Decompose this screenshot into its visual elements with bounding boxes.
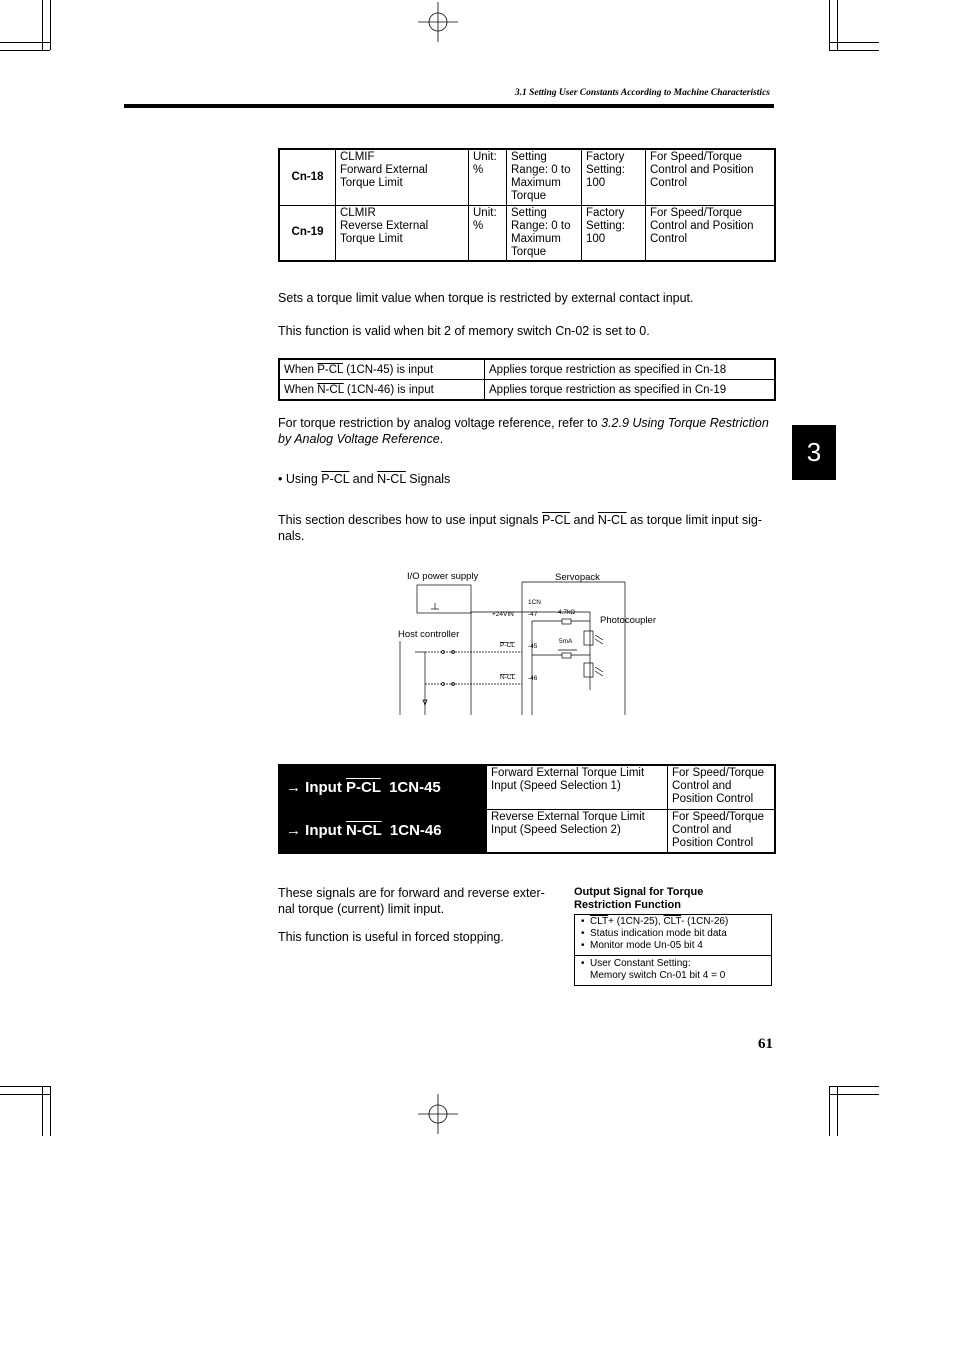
paragraph-torque-limit: Sets a torque limit value when torque is restricted by external contact input. (278, 291, 694, 305)
side-note-box (574, 914, 772, 986)
wiring-diagram (395, 565, 675, 720)
side-note-title: Output Signal for Torque Restriction Function (574, 886, 704, 911)
table-row (279, 765, 775, 809)
signal-description: Reverse External Torque Limit Input (Speed Selection 2) (487, 809, 668, 853)
label-ncl: N-CL (500, 674, 516, 681)
paragraph-forced-stopping: This function is useful in forced stopping. (278, 930, 504, 944)
paragraph-signal-purpose: These signals are for forward and reverse exter- nal torque (current) limit input. (278, 886, 545, 916)
table-row (279, 149, 775, 205)
signal-ncl-heading: → Input N-CL 1CN-46 (279, 809, 487, 853)
signal-control-mode: For Speed/Torque Control and Position Control (668, 809, 776, 853)
param-unit: Unit: % (469, 149, 507, 205)
table-row (279, 380, 775, 401)
condition-table (278, 358, 776, 401)
section-header: 3.1 Setting User Constants According to Machine Characteristics (514, 88, 770, 98)
param-range: Setting Range: 0 to Maximum Torque (507, 205, 582, 261)
param-name: CLMIF Forward External Torque Limit (336, 149, 469, 205)
param-unit: Unit: % (469, 205, 507, 261)
signal-description: Forward External Torque Limit Input (Speed Selection 1) (487, 765, 668, 809)
label-24vin: +24VIN (492, 611, 514, 618)
effect-cell: Applies torque restriction as specified in Cn-19 (485, 380, 776, 401)
page-number: 61 (758, 1036, 773, 1052)
param-control-mode: For Speed/Torque Control and Position Control (646, 205, 776, 261)
label-pin-45: -45 (528, 643, 538, 650)
table-row (279, 205, 775, 261)
label-io-supply: I/O power supply (407, 571, 479, 582)
param-factory-setting: Factory Setting: 100 (582, 205, 646, 261)
label-pin-46: -46 (528, 675, 538, 682)
effect-cell: Applies torque restriction as specified in Cn-18 (485, 359, 776, 380)
list-item: • Monitor mode Un-05 bit 4 (590, 940, 766, 952)
label-pcl: P-CL (500, 642, 515, 649)
side-note-outputs (575, 915, 771, 955)
param-code: Cn-19 (279, 205, 336, 261)
table-row (279, 359, 775, 380)
param-control-mode: For Speed/Torque Control and Position Control (646, 149, 776, 205)
label-pin-47: -47 (528, 611, 538, 618)
registration-mark-icon (418, 1094, 458, 1134)
list-item: • User Constant Setting: Memory switch Cn-01 bit 4 = 0 (590, 958, 766, 982)
list-item: • $\overline{CLT}+ (1CN-25)$, $\overline{CLT}-$ (1CN-26) (590, 916, 766, 928)
signal-pcl-heading: → Input P-CL 1CN-45 (279, 765, 487, 809)
label-host-controller: Host controller (398, 629, 460, 640)
paragraph-valid-condition: This function is valid when bit 2 of memory switch Cn-02 is set to 0. (278, 324, 650, 338)
table-row (279, 809, 775, 853)
param-code: Cn-18 (279, 149, 336, 205)
condition-cell: When N-CL (1CN-46) is input (279, 380, 485, 401)
label-current: 5mA (559, 638, 573, 645)
label-resistor: 4.7kΩ (558, 609, 576, 616)
param-range: Setting Range: 0 to Maximum Torque (507, 149, 582, 205)
label-connector: 1CN (528, 599, 542, 606)
condition-cell: When P-CL (1CN-45) is input (279, 359, 485, 380)
registration-mark-icon (418, 2, 458, 42)
label-servopack: Servopack (555, 572, 600, 583)
param-factory-setting: Factory Setting: 100 (582, 149, 646, 205)
parameter-table (278, 148, 776, 262)
header-rule (124, 104, 774, 108)
paragraph-analog-reference: For torque restriction by analog voltage reference, refer to 3.2.9 Using Torque Restriction by Analog Voltage Reference. (278, 416, 769, 446)
list-item: • Status indication mode bit data (590, 928, 766, 940)
cross-reference-link: 3.2.9 Using Torque Restriction by Analog Voltage Reference (278, 416, 769, 446)
signal-table (278, 764, 776, 854)
label-photocoupler: Photocoupler (600, 615, 656, 626)
side-note-setting (575, 955, 771, 985)
chapter-tab: 3 (792, 425, 836, 480)
bullet-using-signals: • Using P-CL and N-CL Signals (278, 472, 451, 486)
signal-control-mode: For Speed/Torque Control and Position Control (668, 765, 776, 809)
paragraph-section-description: This section describes how to use input signals P-CL and N-CL as torque limit input sig- nals. (278, 513, 763, 543)
param-name: CLMIR Reverse External Torque Limit (336, 205, 469, 261)
